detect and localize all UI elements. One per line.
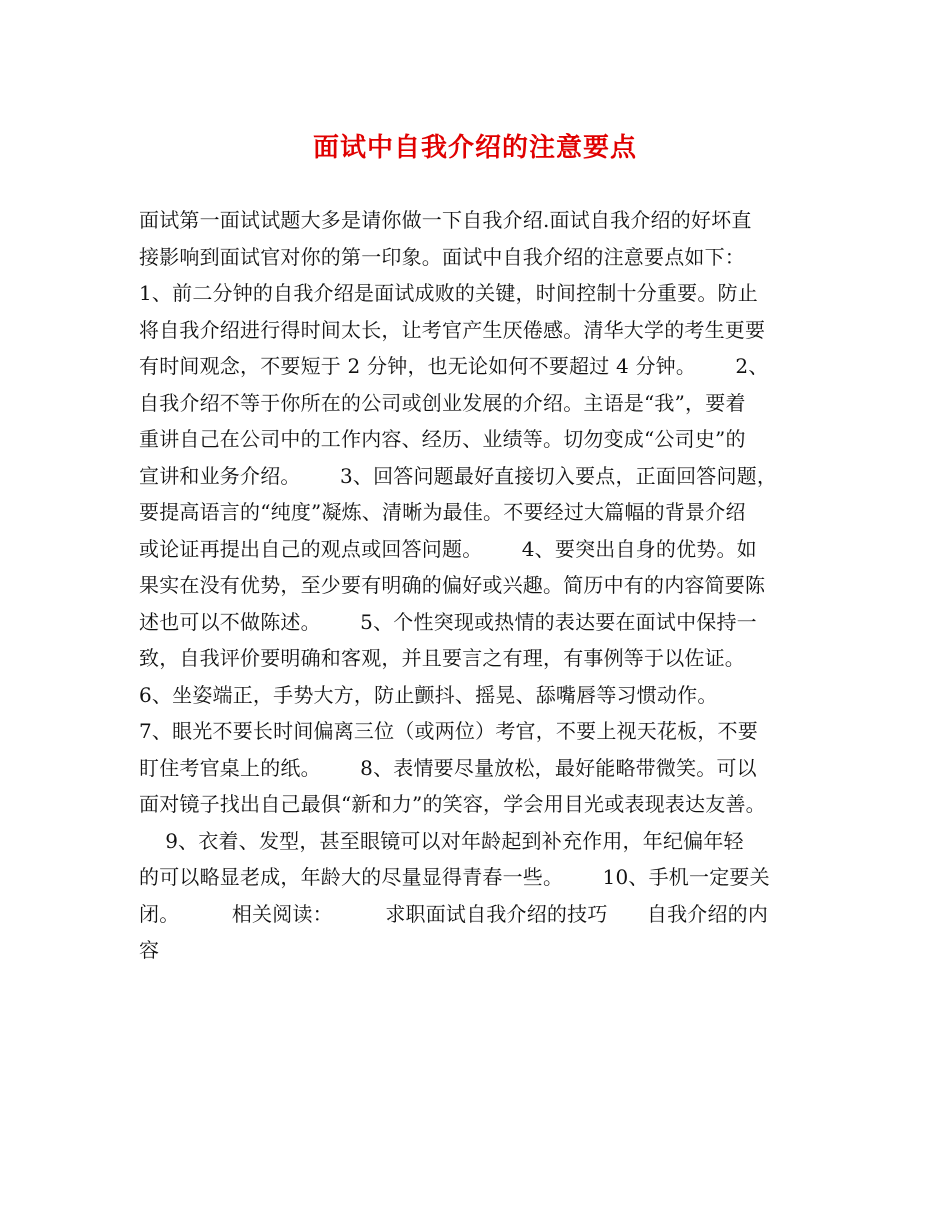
body-line: 1、前二分钟的自我介绍是面试成败的关键，时间控制十分重要。防止: [139, 281, 758, 305]
body-line: 的可以略显老成，年龄大的尽量显得青春一些。 10、手机一定要关: [139, 865, 770, 889]
body-line: 9、衣着、发型，甚至眼镜可以对年龄起到补充作用，年纪偏年轻: [139, 828, 744, 853]
body-line: 面对镜子找出自己最俱“新和力”的笑容，学会用目光或表现表达友善。: [139, 792, 766, 816]
body-line: 有时间观念，不要短于 2 分钟，也无论如何不要超过 4 分钟。 2、: [139, 354, 769, 378]
body-line: 将自我介绍进行得时间太长，让考官产生厌倦感。清华大学的考生更要: [139, 317, 766, 342]
body-line: 或论证再提出自己的观点或回答问题。 4、要突出自身的优势。如: [139, 536, 757, 561]
body-line: 要提高语言的“纯度”凝炼、清晰为最佳。不要经过大篇幅的背景介绍: [139, 500, 746, 524]
body-line: 容: [139, 938, 160, 962]
body-line: 果实在没有优势，至少要有明确的偏好或兴趣。简历中有的内容简要陈: [139, 573, 766, 597]
body-line: 面试第一面试试题大多是请你做一下自我介绍.面试自我介绍的好坏直: [139, 208, 752, 232]
body-line: 盯住考官桌上的纸。 8、表情要尽量放松，最好能略带微笑。可以: [139, 755, 757, 780]
body-line: 重讲自己在公司中的工作内容、经历、业绩等。切勿变成“公司史”的: [139, 427, 746, 451]
body-line: 述也可以不做陈述。 5、个性突现或热情的表达要在面试中保持一: [139, 609, 757, 634]
body-line: 7、眼光不要长时间偏离三位（或两位）考官，不要上视天花板，不要: [139, 719, 758, 743]
body-line: 自我介绍不等于你所在的公司或创业发展的介绍。主语是“我”，要着: [139, 390, 746, 415]
body-line: 6、坐姿端正，手势大方，防止颤抖、摇晃、舔嘴唇等习惯动作。: [139, 682, 718, 707]
document-body: [139, 202, 829, 969]
body-line: 致，自我评价要明确和客观，并且要言之有理，有事例等于以佐证。: [139, 646, 745, 670]
body-line: 接影响到面试官对你的第一印象。面试中自我介绍的注意要点如下：: [139, 244, 745, 269]
body-line: 宣讲和业务介绍。 3、回答问题最好直接切入要点，正面回答问题，: [139, 463, 778, 488]
document-title: 面试中自我介绍的注意要点: [312, 133, 637, 163]
body-line: 闭。 相关阅读： 求职面试自我介绍的技巧 自我介绍的内: [139, 901, 769, 926]
